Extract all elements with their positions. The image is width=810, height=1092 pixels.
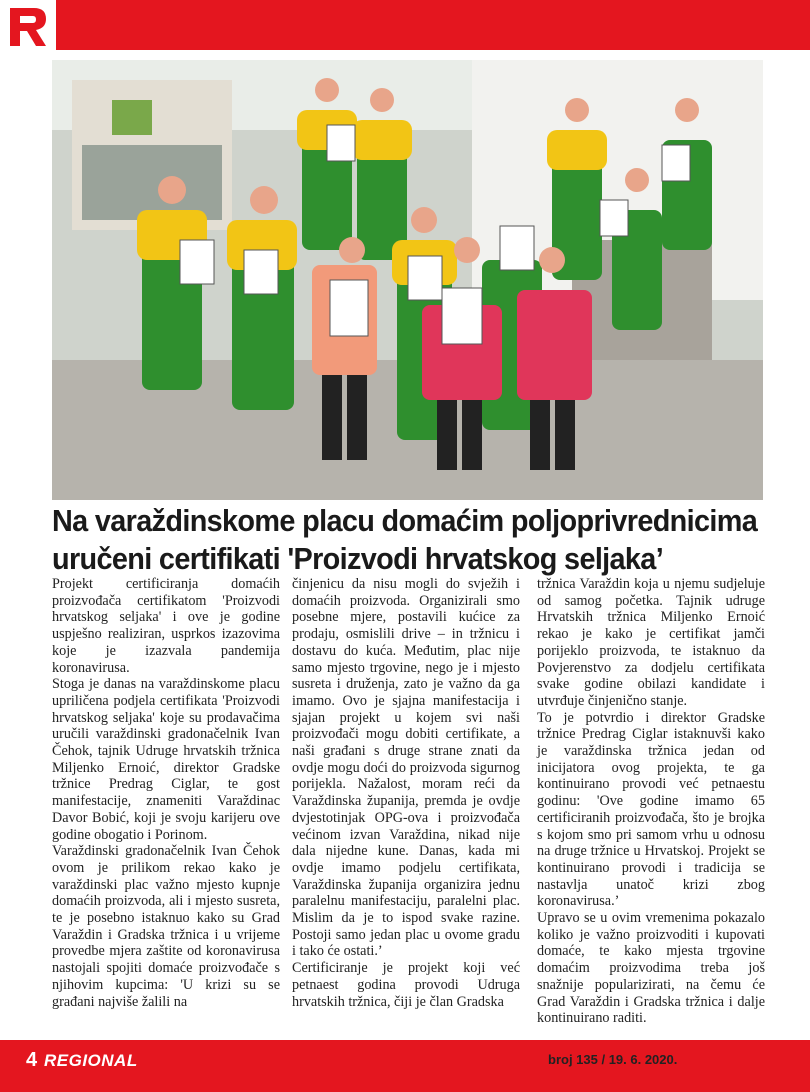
paragraph: Projekt certificiranja domaćih proizvođača certifikatom 'Proizvodi hrvatskog seljaka' i ove je godine uspješno realiziran, usprkos izazovima koje je izazvala pandemija koronavirusa. xyxy=(52,576,280,676)
paragraph: činjenicu da nisu mogli do svježih i domaćih proizvoda. Organizirali smo posebne mjere, postavili kućice za prodaju, osmislili drive – in tržnicu i dostavu do kuća. Međutim, plac nije samo mjesto trgovine, nego je i mjesto susreta i druženja, zato je važno da ga imamo. Ovo je sjajna manifestacija i sjajan projekt u kojem svi naši proizvođači mogu dobiti certifikate, a naši građani s druge strane znati da ovdje mogu doći do proizvoda sigurnog porijekla. Nažalost, moram reći da Varaždinska županija, premda je ovdje dvjestotinjak OPG-ova i proizvođača većinom izvan Varaždina, nikad nije dala nijedne kune. Danas, kada mi ovdje imamo podjelu certifikata, Varaždinska županija organizira jednu paralelnu manifestaciju, paralelni plac. Mislim da je to ispod svake razine. Postoji samo jedan plac u ovome gradu i tako će ostati.’ xyxy=(292,576,520,960)
top-red-bar xyxy=(0,0,810,50)
column-2 xyxy=(292,576,520,1010)
paragraph: tržnica Varaždin koja u njemu sudjeluje od samog početka. Tajnik udruge Hrvatskih tržnica Miljenko Ernoić rekao je kako je certifikat jamči porijeklo proizvoda, te istaknuo da Povjerenstvo za dodjelu certifikata svake godine obilazi kandidate i utvrđuje činjenično stanje. xyxy=(537,576,765,709)
paragraph: Varaždinski gradonačelnik Ivan Čehok ovom je prilikom rekao kako je varaždinski plac važno mjesto kupnje domaćih proizvoda, ali i mjesto susreta, te je posebno istaknuo kako su Grad Varaždin i Gradska tržnica i u vrijeme provedbe mjera zaštite od koronavirusa nastojali spojiti domaće proizvođače s njihovim kupcima: 'U krizi su se građani najviše žalili na xyxy=(52,843,280,1010)
headline-line-2: uručeni certifikati 'Proizvodi hrvatskog seljaka’ xyxy=(52,541,664,576)
page-number: 4 xyxy=(26,1049,38,1071)
paragraph: Certificiranje je projekt koji već petnaest godina provodi Udruga hrvatskih tržnica, čiji je član Gradska xyxy=(292,960,520,1010)
paragraph: Upravo se u ovim vremenima pokazalo koliko je važno proizvoditi i kupovati domaće, te kako mjesta trgovine domaćim proizvodima treba još snažnije popularizirati, na čemu će Grad Varaždin i Gradska tržnica i dalje kontinuirano raditi. xyxy=(537,910,765,1027)
article-body xyxy=(52,576,766,1036)
paragraph: To je potvrdio i direktor Gradske tržnice Predrag Ciglar istaknuvši kako je varaždinska tržnica jedan od inicijatora ovog projekta, te ga kontinuirano provodi već petnaestu godinu: 'Ove godine imamo 65 certificiranih proizvođača, što je brojka s kojom smo pri samom vrhu u odnosu na druge tržnice u Hrvatskoj. Projekt se kontinuirano provodi i tradicija se nastavlja unatoč krizi zbog koronavirusa.’ xyxy=(537,709,765,910)
group-photo xyxy=(52,60,763,500)
headline xyxy=(52,502,758,578)
paragraph: Stoga je danas na varaždinskome placu upriličena podjela certifikata 'Proizvodi hrvatskog seljaka' koje su prodavačima uručili varaždinski gradonačelnik Ivan Čehok, tajnik Udruge hrvatskih tržnica Miljenko Ernoić, direktor Gradske tržnice Predrag Ciglar, te gost manifestacije, znameniti Varaždinac Davor Bobić, koji je svoju karijeru ove godine obogatio i Porinom. xyxy=(52,676,280,843)
issue-info: broj 135 / 19. 6. 2020. xyxy=(548,1052,678,1067)
regional-logo xyxy=(0,0,56,50)
footer-brand: REGIONAL xyxy=(44,1051,138,1070)
r-logo-icon xyxy=(6,4,50,48)
column-1 xyxy=(52,576,280,1010)
column-3 xyxy=(537,576,765,1027)
headline-line-1: Na varaždinskome placu domaćim poljoprivrednicima xyxy=(52,503,758,538)
